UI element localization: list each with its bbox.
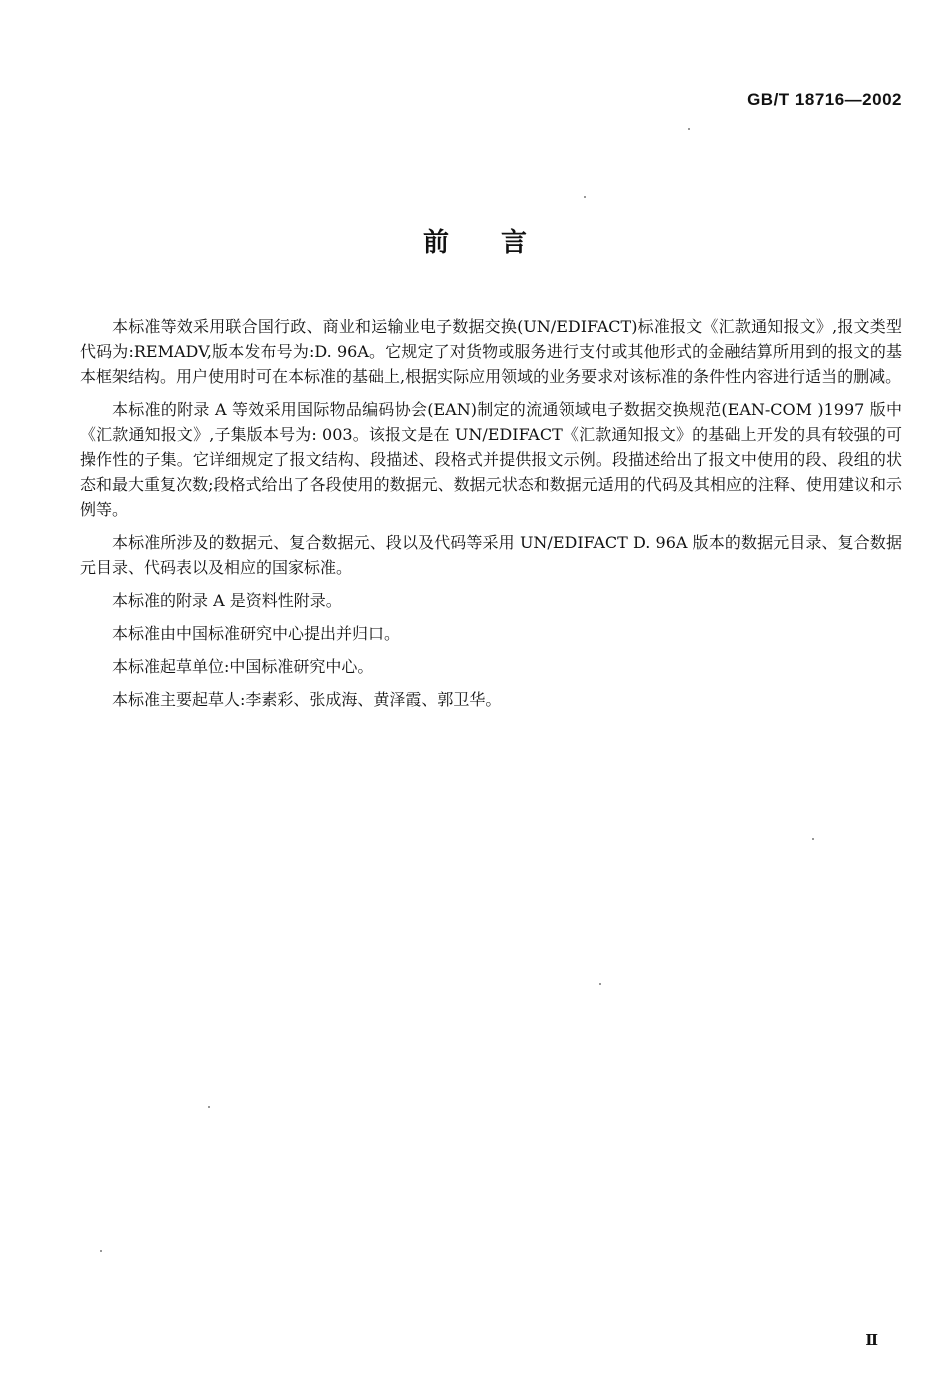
scan-speck: [812, 838, 814, 840]
scan-speck: [208, 1106, 210, 1108]
page-title: 前言: [422, 228, 579, 258]
scan-speck: [584, 196, 586, 198]
paragraph-data-elements: 本标准所涉及的数据元、复合数据元、段以及代码等采用 UN/EDIFACT D. 96A 版本的数据元目录、复合数据元目录、代码表以及相应的国家标准。: [80, 533, 902, 577]
paragraph-drafters: 本标准主要起草人:李素彩、张成海、黄泽霞、郭卫华。: [112, 690, 502, 709]
scan-speck: [599, 983, 601, 985]
paragraph-adoption: 本标准等效采用联合国行政、商业和运输业电子数据交换(UN/EDIFACT)标准报文《汇款通知报文》,报文类型代码为:REMADV,版本发布号为:D. 96A。它规定了对货物或服务进行支付或其他形式的金融结算所用到的报文的基本框架结构。用户使用时可在本标准的基础上,根据实际应用领域的业务要求对该标准的条件性内容进行适当的删减。: [80, 317, 902, 386]
standard-code: GB/T 18716—2002: [747, 90, 902, 109]
paragraph-drafting-unit: 本标准起草单位:中国标准研究中心。: [112, 657, 374, 676]
paragraph-annex-a: 本标准的附录 A 等效采用国际物品编码协会(EAN)制定的流通领域电子数据交换规范(EAN-COM )1997 版中《汇款通知报文》,子集版本号为: 003。该报文是在 UN/EDIFACT《汇款通知报文》的基础上开发的具有较强的可操作性的子集。它详细规定了报文结构、段描述、段格式并提供报文示例。段描述给出了报文中使用的段、段组的状态和最大重复次数;段格式给出了各段使用的数据元、数据元状态和数据元适用的代码及其相应的注释、使用建议和示例等。: [80, 400, 902, 519]
foreword-body: [80, 314, 902, 720]
scan-speck: [100, 1250, 102, 1252]
paragraph-annex-informative: 本标准的附录 A 是资料性附录。: [112, 591, 342, 610]
paragraph-proposer: 本标准由中国标准研究中心提出并归口。: [112, 624, 401, 643]
scan-speck: [688, 128, 690, 130]
page-number: Ⅱ: [865, 1333, 878, 1349]
